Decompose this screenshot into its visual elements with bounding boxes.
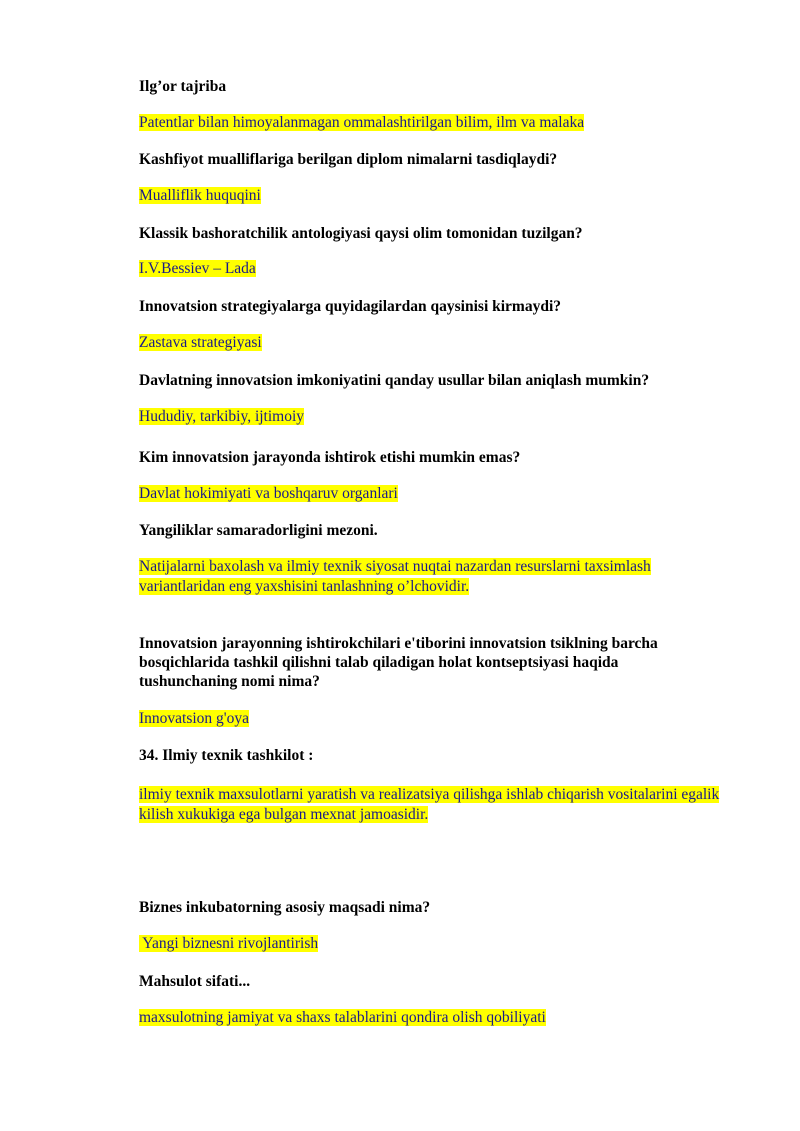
answer-11-text: maxsulotning jamiyat va shaxs talablarini qondira olish qobiliyati bbox=[139, 1009, 546, 1026]
answer-7-line-1-text: Natijalarni baxolash va ilmiy texnik siyosat nuqtai nazardan resurslarni taxsimlash bbox=[139, 558, 651, 575]
question-8-line-1: Innovatsion jarayonning ishtirokchilari e'tiborini innovatsion tsiklning barcha bbox=[139, 635, 658, 652]
answer-6 bbox=[139, 484, 398, 504]
answer-8-text: Innovatsion g'oya bbox=[139, 710, 249, 727]
question-7: Yangiliklar samaradorligini mezoni. bbox=[139, 522, 378, 539]
question-2: Kashfiyot mualliflariga berilgan diplom nimalarni tasdiqlaydi? bbox=[139, 151, 558, 168]
answer-1-text: Patentlar bilan himoyalanmagan ommalashtirilgan bilim, ilm va malaka bbox=[139, 114, 585, 131]
answer-7-line-2 bbox=[139, 577, 469, 597]
answer-5-text: Hududiy, tarkibiy, ijtimoiy bbox=[139, 408, 305, 425]
answer-9-line-1-text: ilmiy texnik maxsulotlarni yaratish va realizatsiya qilishga ishlab chiqarish vositalarini egalik bbox=[139, 786, 720, 803]
answer-2 bbox=[139, 186, 261, 206]
answer-2-text: Mualliflik huquqini bbox=[139, 187, 261, 204]
answer-8 bbox=[139, 709, 249, 729]
question-10: Biznes inkubatorning asosiy maqsadi nima? bbox=[139, 899, 431, 916]
answer-11 bbox=[139, 1008, 546, 1028]
answer-3 bbox=[139, 259, 256, 279]
answer-1 bbox=[139, 113, 584, 133]
answer-9-line-1 bbox=[139, 785, 719, 805]
question-11: Mahsulot sifati... bbox=[139, 973, 251, 990]
answer-10-text: Yangi biznesni rivojlantirish bbox=[139, 935, 319, 952]
answer-7-line-2-text: variantlaridan eng yaxshisini tanlashning o’lchovidir. bbox=[139, 578, 470, 595]
question-1: Ilg’or tajriba bbox=[139, 78, 227, 95]
question-6: Kim innovatsion jarayonda ishtirok etishi mumkin emas? bbox=[139, 449, 521, 466]
answer-6-text: Davlat hokimiyati va boshqaruv organlari bbox=[139, 485, 398, 502]
answer-9-line-2 bbox=[139, 805, 428, 825]
answer-5 bbox=[139, 407, 304, 427]
question-3: Klassik bashoratchilik antologiyasi qaysi olim tomonidan tuzilgan? bbox=[139, 225, 583, 242]
question-4: Innovatsion strategiyalarga quyidagilardan qaysinisi kirmaydi? bbox=[139, 298, 562, 315]
question-9: 34. Ilmiy texnik tashkilot : bbox=[139, 747, 314, 764]
question-8-line-3: tushunchaning nomi nima? bbox=[139, 673, 320, 690]
question-8-line-2: bosqichlarida tashkil qilishni talab qiladigan holat kontseptsiyasi haqida bbox=[139, 654, 619, 671]
answer-7-line-1 bbox=[139, 557, 651, 577]
answer-4-text: Zastava strategiyasi bbox=[139, 334, 262, 351]
question-5: Davlatning innovatsion imkoniyatini qanday usullar bilan aniqlash mumkin? bbox=[139, 372, 650, 389]
answer-10 bbox=[139, 934, 318, 954]
answer-9-line-2-text: kilish xukukiga ega bulgan mexnat jamoasidir. bbox=[139, 806, 429, 823]
answer-3-text: I.V.Bessiev – Lada bbox=[139, 260, 256, 277]
answer-4 bbox=[139, 333, 262, 353]
